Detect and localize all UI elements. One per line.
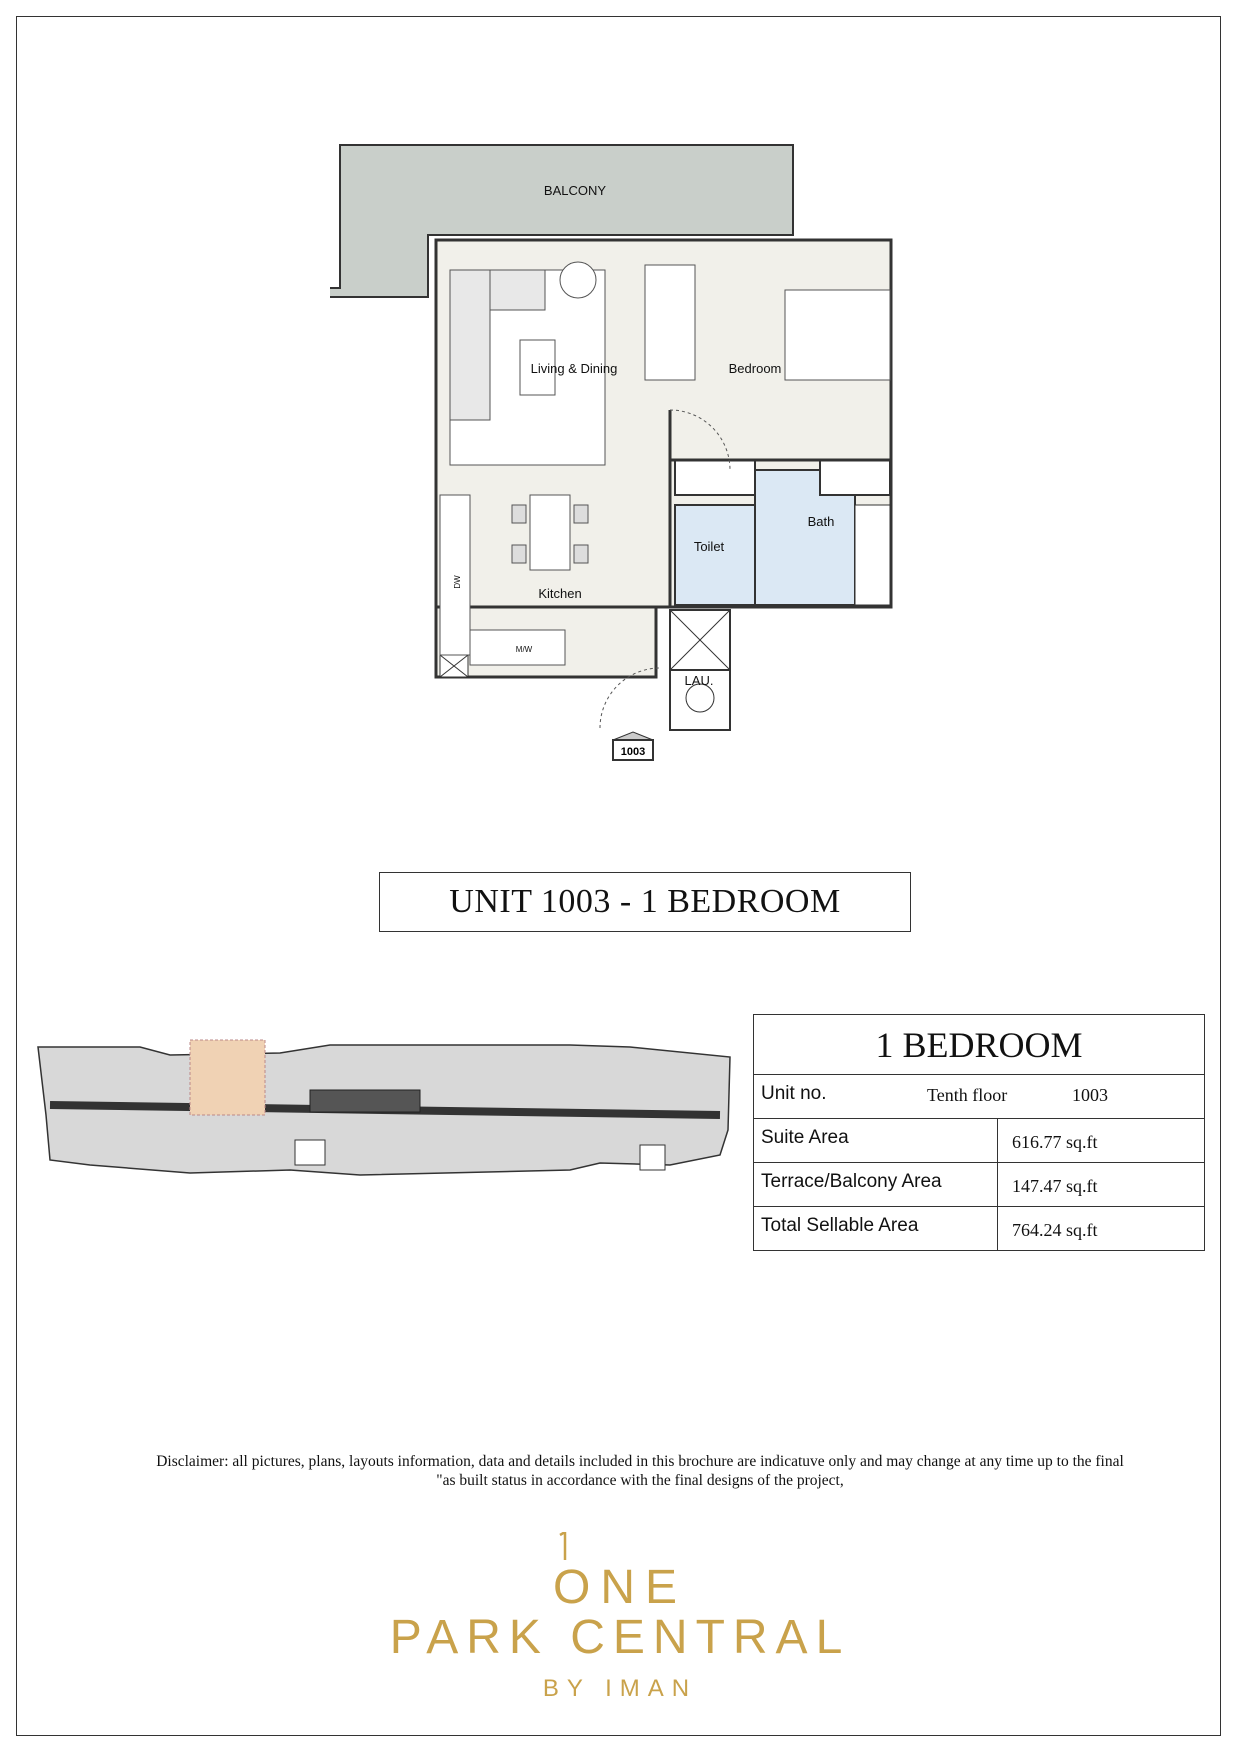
unit-highlight (190, 1040, 265, 1115)
unit-title: UNIT 1003 - 1 BEDROOM (379, 872, 911, 932)
balcony-label: BALCONY (543, 183, 607, 198)
unit-no-value: 1003 (1072, 1085, 1108, 1105)
living-label: Living & Dining (530, 361, 618, 376)
bath-label: Bath (807, 514, 835, 529)
area-label: Total Sellable Area (761, 1215, 919, 1236)
floor-plan (330, 140, 920, 780)
unit-tag: 1003 (620, 746, 646, 758)
area-label: Terrace/Balcony Area (761, 1171, 942, 1192)
microwave-label: M/W (515, 645, 533, 654)
toilet-label: Toilet (693, 539, 725, 554)
area-row (754, 1207, 1204, 1250)
key-plan (30, 1035, 736, 1215)
area-value: 616.77 sq.ft (997, 1119, 1206, 1162)
kitchen-label: Kitchen (538, 586, 582, 601)
area-row (754, 1119, 1204, 1163)
area-table-heading: 1 BEDROOM (754, 1015, 1204, 1075)
floor-value: Tenth floor (927, 1085, 1008, 1105)
area-value: 764.24 sq.ft (997, 1207, 1206, 1250)
logo-line-park-central: PARK CENTRAL (389, 1611, 851, 1664)
brand-logo (380, 1520, 860, 1710)
bedroom-label: Bedroom (728, 361, 782, 376)
logo-key-icon (545, 1532, 585, 1562)
logo-line-by-iman: BY IMAN (542, 1675, 698, 1702)
dishwasher-label: DW (453, 575, 462, 589)
area-value: 147.47 sq.ft (997, 1163, 1206, 1206)
logo-line-one: ONE (552, 1561, 687, 1614)
area-table (753, 1014, 1205, 1251)
disclaimer-line: Disclaimer: all pictures, plans, layouts information, data and details included in this brochure are indicatuve only and may change at any time up to the final (156, 1453, 1124, 1470)
unit-label: Unit no. (761, 1083, 827, 1104)
disclaimer-line: "as built status in accordance with the final designs of the project, (436, 1472, 844, 1489)
disclaimer (60, 1452, 1220, 1490)
laundry-label: LAU. (684, 673, 714, 688)
area-label: Suite Area (761, 1127, 849, 1148)
unit-row (754, 1075, 1204, 1119)
area-row (754, 1163, 1204, 1207)
